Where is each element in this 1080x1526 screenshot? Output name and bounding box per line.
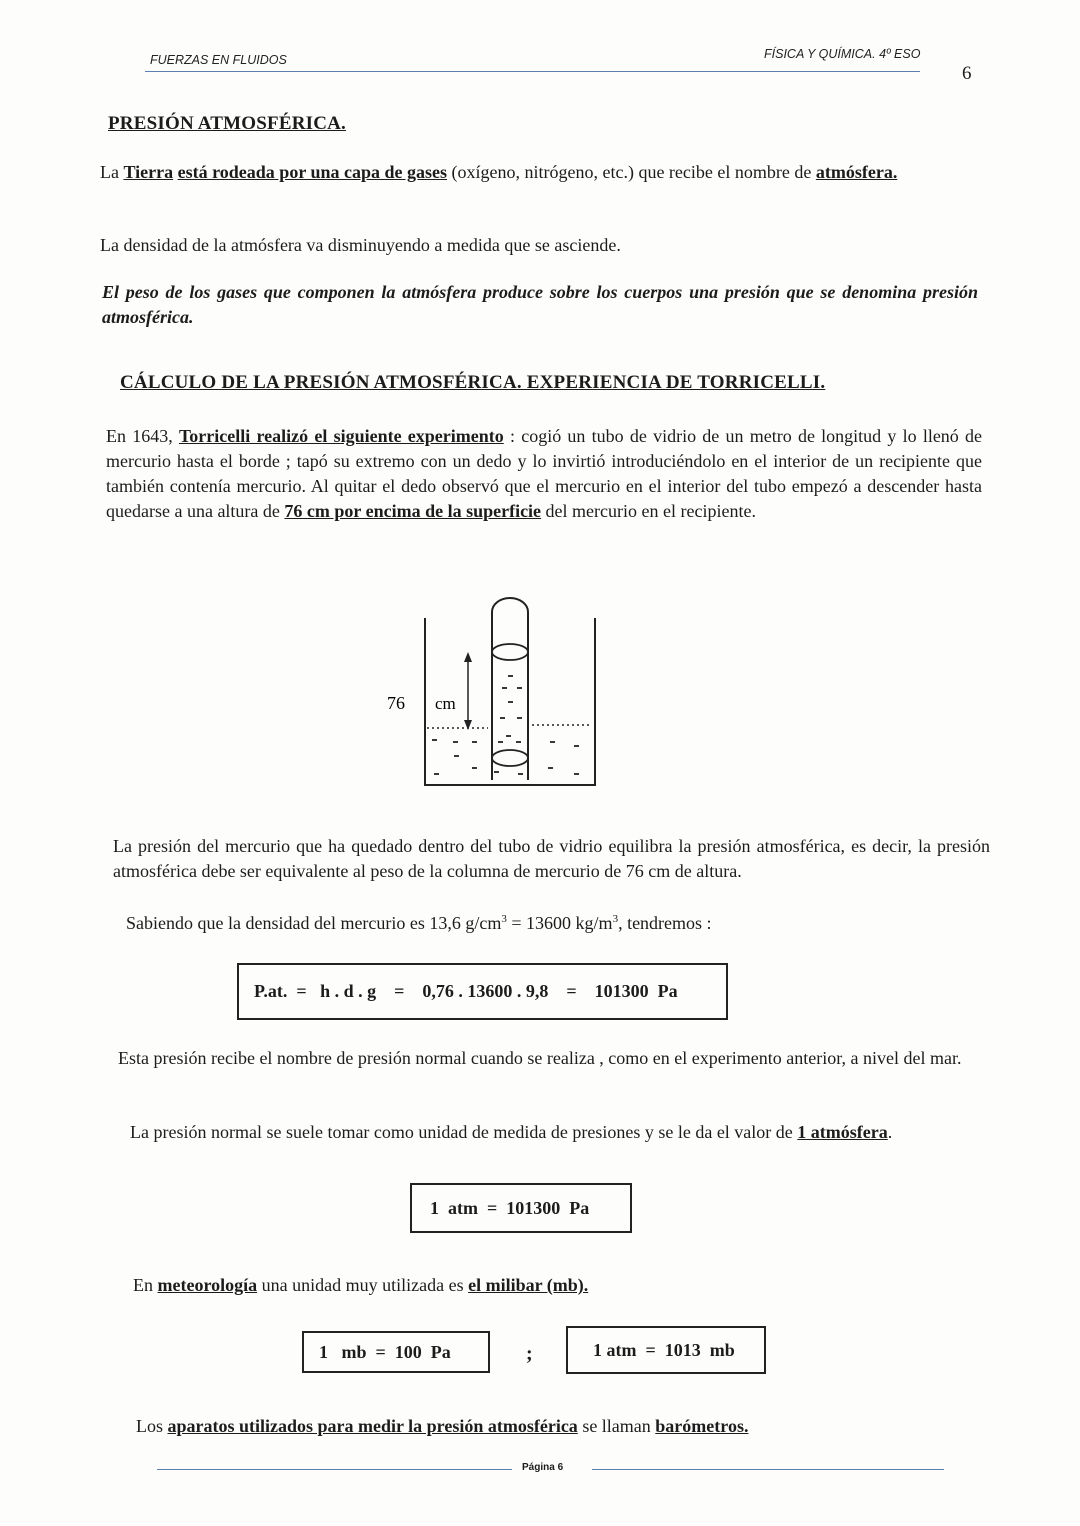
term-tierra: Tierra [123,162,174,182]
paragraph-atmosfera: La Tierra está rodeada por una capa de gases (oxígeno, nitrógeno, etc.) que recibe el nombre de atmósfera. [100,162,898,182]
header-left: FUERZAS EN FLUIDOS [150,53,287,67]
footer-page-label: Página 6 [522,1462,564,1473]
atm-mb-box: 1 atm = 1013 mb [566,1326,766,1374]
height-arrow-up [464,652,472,662]
paragraph-meteorologia: En meteorología una unidad muy utilizada es el milibar (mb). [133,1275,589,1295]
term-aparatos: aparatos utilizados para medir la presión atmosférica [167,1416,578,1436]
term-capa-gases: está rodeada por una capa de gases [177,162,447,182]
paragraph-unidad: La presión normal se suele tomar como unidad de medida de presiones y se le da el valor de 1 atmósfera. [130,1122,893,1142]
page-number: 6 [962,63,972,84]
definition-presion-atmosferica: El peso de los gases que componen la atmósfera produce sobre los cuerpos una presión que se denomina presión atmosférica. [102,282,979,327]
height-value-label: 76 [387,693,405,713]
term-1-atmosfera: 1 atmósfera [797,1122,888,1142]
paragraph-barometros: Los aparatos utilizados para medir la presión atmosférica se llaman barómetros. [136,1416,749,1436]
term-milibar: el milibar (mb). [468,1275,589,1295]
atm-box: 1 atm = 101300 Pa [410,1183,632,1233]
footer-rule-left [157,1469,512,1470]
paragraph-presion-normal: Esta presión recibe el nombre de presión normal cuando se realiza , como en el experimento anterior, a nivel del mar. [118,1048,962,1068]
term-76cm: 76 cm por encima de la superficie [284,501,542,521]
box-separator: ; [526,1343,533,1365]
height-arrow-down [464,720,472,730]
section-title-presion-atmosferica: PRESIÓN ATMOSFÉRICA. [108,113,347,134]
paragraph-densidad-mercurio: Sabiendo que la densidad del mercurio es 13,6 $g/cm^3 = 13600$ $kg/m^3$, tendremos : [126,913,712,933]
mercury-marks [432,676,579,774]
tube-mercury-top [492,644,528,660]
term-atmosfera: atmósfera. [815,162,898,182]
term-meteorologia: meteorología [157,1275,258,1295]
term-barometros: barómetros. [655,1416,749,1436]
header-right: FÍSICA Y QUÍMICA. 4º ESO [764,47,921,61]
formula-box: P.at. = h . d . g = 0,76 . 13600 . 9,8 = 101300 Pa [237,963,728,1020]
paragraph-equilibrio: La presión del mercurio que ha quedado dentro del tubo de vidrio equilibra la presión atmosférica, es decir, la presión atmosférica debe ser equivalente al peso de la columna de mercurio de 76 cm de altura. [113,836,990,881]
footer-rule-right [592,1469,944,1470]
paragraph-densidad: La densidad de la atmósfera va disminuyendo a medida que se asciende. [100,235,621,255]
paragraph-experimento: En 1643, Torricelli realizó el siguiente experimento : cogió un tubo de vidrio de un metro de longitud y lo llenó de mercurio hasta el borde ; tapó su extremo con un dedo y lo invirtió introduciéndolo en el interior de un recipiente que también contenía mercurio. Al quitar el dedo observó que el mercurio en el interior del tubo empezó a descender hasta quedarse a una altura de 76 cm por encima de la superficie del mercurio en el recipiente. [106,426,983,521]
torricelli-diagram [380,590,620,800]
section-title-torricelli: CÁLCULO DE LA PRESIÓN ATMOSFÉRICA. EXPERIENCIA DE TORRICELLI. [120,372,826,393]
mb-box: 1 mb = 100 Pa [302,1331,490,1373]
header-rule [145,71,920,72]
tube-bottom [492,750,528,766]
term-torricelli: Torricelli realizó el siguiente experimento [178,426,504,446]
height-unit-label: cm [435,694,456,713]
